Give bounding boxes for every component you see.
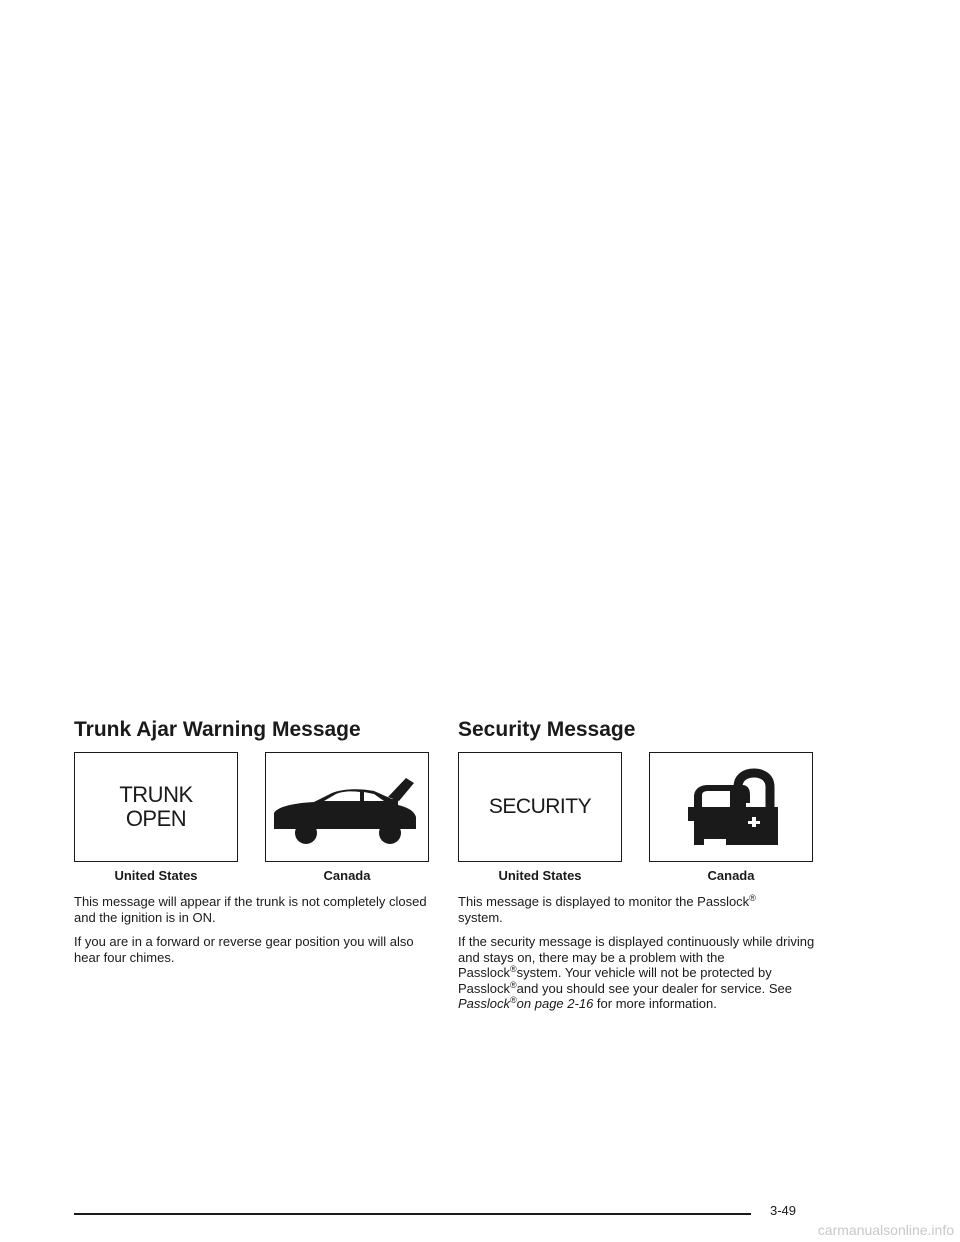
xref-text: Passlock [458,996,511,1011]
security-text: SECURITY [488,795,592,818]
security-heading: Security Message [458,718,636,741]
trunk-open-car-icon [266,753,428,861]
trunk-ajar-section [74,714,434,965]
security-paragraph-1 [458,894,818,925]
watermark: carmanualsonline.info [817,1222,954,1238]
security-captions [458,868,818,886]
security-lock-vehicle-icon [650,753,812,861]
page-number: 3-49 [770,1203,797,1218]
registered-mark: ® [510,979,517,990]
security-section [458,714,818,1012]
trunk-open-canada-display [265,752,429,862]
registered-mark: ® [510,964,517,974]
passlock-cross-reference[interactable] [458,996,593,1011]
caption-canada: Canada [323,868,371,883]
registered-mark: ® [749,893,756,903]
security-canada-display [649,752,813,862]
caption-united-states: United States [498,868,582,883]
text-run: If the security message is displayed continuously while driving and stays on, there may be a problem with the Passlock [458,934,815,980]
security-paragraph-2 [458,934,818,1012]
trunk-icons [74,752,434,864]
security-icons [458,752,818,864]
text-run: for more information. [596,996,717,1011]
trunk-captions [74,868,434,886]
trunk-open-line1: TRUNK [119,782,193,807]
caption-canada: Canada [707,868,755,883]
text-run: This message is displayed to monitor the Passlock [458,894,750,909]
trunk-ajar-heading: Trunk Ajar Warning Message [74,718,361,741]
security-us-display [458,752,622,862]
trunk-paragraph-1: This message will appear if the trunk is not completely closed and the ignition is in ON. [74,894,427,925]
footer-rule [74,1213,751,1215]
registered-mark: ® [510,995,517,1005]
text-run: system. Your vehicle will not be protected by Passlock [458,965,772,996]
xref-page: on page 2-16 [516,996,594,1011]
trunk-open-text [75,783,237,831]
trunk-open-line2: OPEN [125,806,187,831]
text-run: and you should see your dealer for service. See [516,980,793,996]
text-run: system. [458,909,503,925]
caption-united-states: United States [114,868,198,883]
trunk-open-us-display [74,752,238,862]
trunk-paragraph-2: If you are in a forward or reverse gear position you will also hear four chimes. [74,934,414,965]
